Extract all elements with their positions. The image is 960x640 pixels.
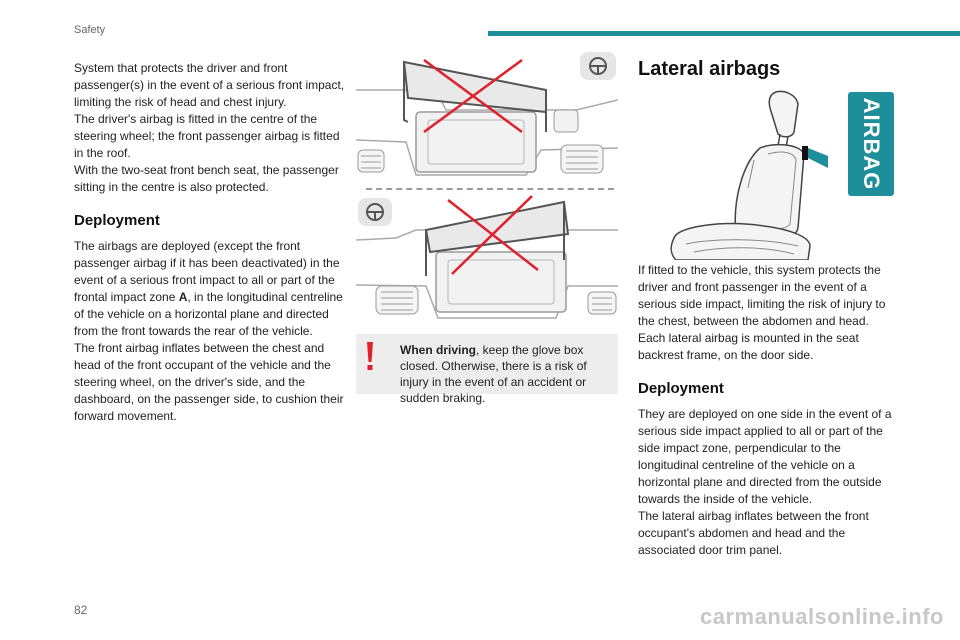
airbag-badge xyxy=(848,92,894,196)
intro-line-3: With the two-seat front bench seat, the passenger sitting in the centre is also protected. xyxy=(74,163,339,194)
running-header: Safety xyxy=(74,24,106,36)
intro-column xyxy=(74,60,346,425)
lateral-deployment-heading: Deployment xyxy=(638,380,724,397)
impact-zone-letter: A xyxy=(178,290,188,304)
header-accent-bar xyxy=(488,31,960,36)
deployment-text-post: , in the longitudinal centreline of the vehicle on a horizontal plane and directed from the front towards the rear of the vehicle. xyxy=(74,290,343,338)
warning-body: , keep the glove box closed. Otherwise, there is a risk of injury in the event of an accident or sudden braking. xyxy=(400,343,587,405)
lateral-deployment-paragraph-1: They are deployed on one side in the event of a serious side impact applied to all or part of the side impact zone, perpendicular to the longitudinal centreline of the vehicle on a horizontal plane and directed from the outside towards the inside of the vehicle. xyxy=(638,407,892,506)
front-deployment-heading: Deployment xyxy=(74,212,160,229)
warning-text xyxy=(368,342,610,406)
glove-box-warning xyxy=(356,334,618,405)
warning-lead: When driving xyxy=(400,343,476,357)
lateral-airbags-column xyxy=(638,262,902,559)
lateral-paragraph-2: Each lateral airbag is mounted in the seat backrest frame, on the door side. xyxy=(638,331,859,362)
exclamation-warning-icon xyxy=(365,342,375,372)
glove-box-open-passenger-illustration xyxy=(356,190,618,328)
lateral-paragraph-1: If fitted to the vehicle, this system protects the driver and front passenger in the event of a serious side impact, limiting the risk of injury to the chest, between the abdomen and head. xyxy=(638,263,886,328)
airbag-badge-text: AIRBAG xyxy=(859,97,884,191)
front-deployment-paragraph-1 xyxy=(74,238,346,340)
lateral-airbags-title: Lateral airbags xyxy=(638,58,781,80)
lateral-deployment-paragraph-2: The lateral airbag inflates between the front occupant's abdomen and head and the associated door trim panel. xyxy=(638,509,869,557)
watermark: carmanualsonline.info xyxy=(700,604,944,629)
glove-box-open-driver-illustration xyxy=(356,50,618,188)
page-number: 82 xyxy=(74,603,88,617)
intro-line-2: The driver's airbag is fitted in the centre of the steering wheel; the front passenger airbag is fitted in the roof. xyxy=(74,112,340,160)
deployment-text-pre: The airbags are deployed (except the front passenger airbag if it has been deactivated) in the event of a serious front impact to all or part of the frontal impact zone xyxy=(74,239,340,304)
front-deployment-paragraph-2: The front airbag inflates between the chest and head of the front occupant of the vehicle and the steering wheel, on the driver's side, and the dashboard, on the passenger side, to cushion their forward movement. xyxy=(74,341,344,423)
seat-lateral-airbag-illustration xyxy=(664,88,828,260)
intro-line-1: System that protects the driver and front passenger(s) in the event of a serious front impact, limiting the risk of head and chest injury. xyxy=(74,61,345,109)
